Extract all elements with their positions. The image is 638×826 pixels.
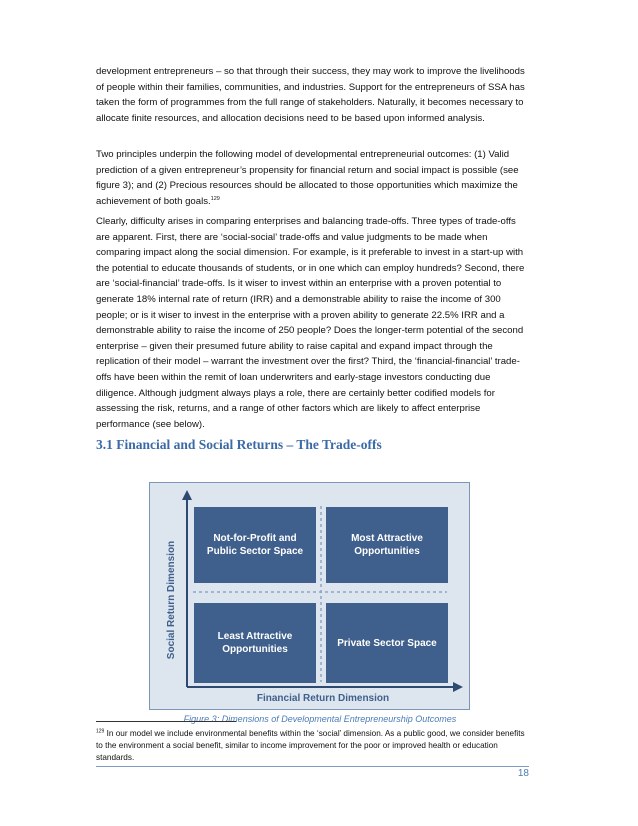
x-axis-arrow-icon bbox=[453, 682, 463, 692]
y-axis-label: Social Return Dimension bbox=[166, 540, 177, 660]
body-paragraph-3: Clearly, difficulty arises in comparing enterprises and balancing trade-offs. Three types of trade-offs are apparent. First, there are ‘social-social’ trade-offs and value judgments to be made when comparing impact along the social dimension. For example, is it preferable to invest in a start-up with the potential to educate thousands of students, or in one which can employ hundreds? Second, there are ‘social-financial’ trade-offs. Is it wiser to invest within an enterprise with a proven potential to generate 18% internal rate of return (IRR) and a demonstrable ability to raise the income of 300 people; or is it wiser to invest in the enterprise with a proven ability to generate 22.5% IRR and a demonstrable ability to raise the income of 250 people? Does the longer-term potential of the second enterprise – given their presumed future ability to raise capital and expand impact through the replication of their model – warrant the investment over the first? Third, the ‘financial-financial’ trade-offs have been within the remit of loan underwriters and early-stage investors conducting due diligence. Although judgment always plays a role, there are certainly better codified models for assessing the risk, returns, and a range of other factors which are likely to affect enterprise performance (see below). bbox=[96, 216, 525, 430]
footnote bbox=[96, 728, 526, 765]
body-paragraph-2: Two principles underpin the following model of developmental entrepreneurial outcomes: (1) Valid prediction of a given entrepreneur’s propensity for financial return and social impact is possible (see figure 3); and (2) Precious resources should be allocated to those opportunities which maximize the achievement of both goals.$^{129}$ bbox=[96, 149, 519, 207]
footnote-reference: 129 bbox=[210, 195, 220, 202]
footnote-number: 129 bbox=[96, 728, 105, 735]
footnote-divider bbox=[96, 721, 236, 722]
body-paragraph-1: development entrepreneurs – so that through their success, they may work to improve the livelihoods of people within their families, communities, and industries. Support for the entrepreneurs of SSA has taken the form of programmes from the full range of stakeholders. Naturally, it becomes necessary to allocate finite resources, and allocation decisions need to be based upon informed analysis. bbox=[96, 66, 525, 124]
figure-caption: Figure 3: Dimensions of Developmental Entrepreneurship Outcomes bbox=[183, 714, 457, 724]
y-axis-arrow-icon bbox=[182, 490, 192, 500]
x-axis-label: Financial Return Dimension bbox=[256, 693, 390, 704]
footnote-text: In our model we include environmental benefits within the ‘social’ dimension. As a public good, we consider benefits to the environment a social benefit, similar to income improvement for the poor or improved health or education standards. bbox=[96, 729, 525, 763]
quadrant-bottom-right-label: Private Sector Space bbox=[337, 637, 437, 649]
figure-axes bbox=[149, 482, 470, 710]
quadrant-bottom-left-label: Least Attractive Opportunities bbox=[217, 631, 293, 655]
page-footer-rule bbox=[96, 766, 529, 767]
quadrant-top-right-label: Most Attractive Opportunities bbox=[351, 533, 423, 557]
page-number: 18 bbox=[517, 768, 529, 779]
section-heading: 3.1 Financial and Social Returns – The Trade-offs bbox=[96, 437, 382, 452]
quadrant-top-left-label: Not-for-Profit and Public Sector Space bbox=[206, 533, 304, 557]
